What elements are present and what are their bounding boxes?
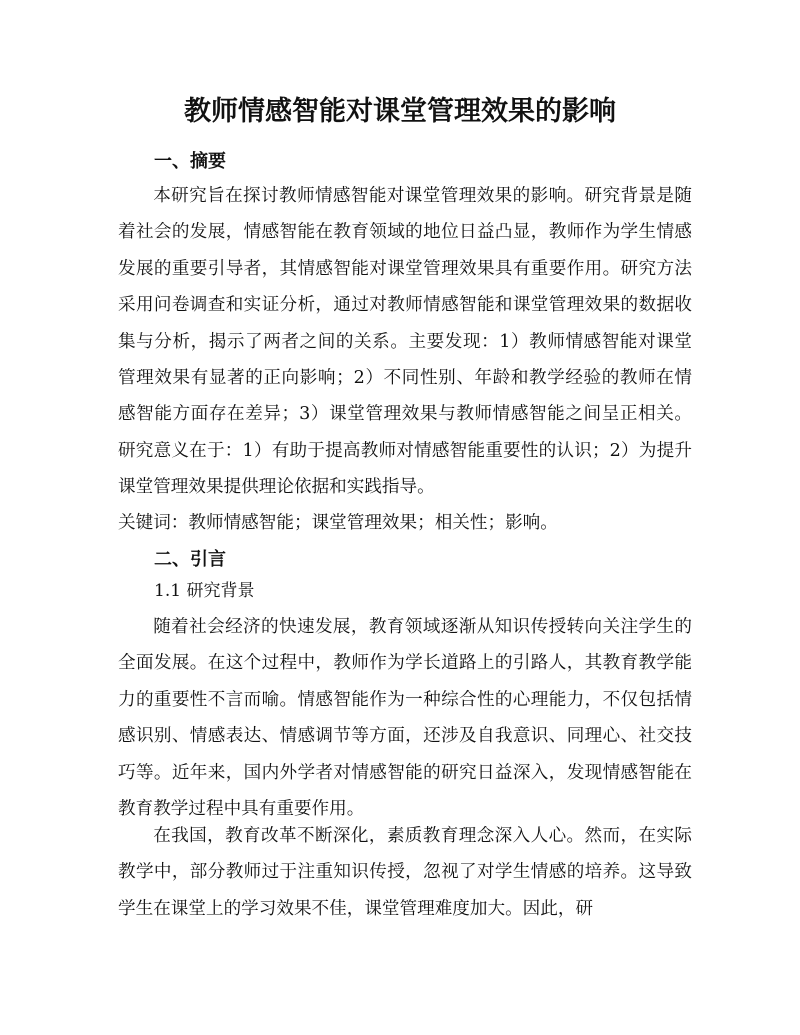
research-background-heading: 1.1 研究背景 [154,581,255,601]
page-title: 教师情感智能对课堂管理效果的影响 [184,96,616,127]
background-paragraph-2: 在我国，教育改革不断深化，素质教育理念深入人心。然而，在实际教学中，部分教师过于注重知识传授，忽视了对学生情感的培养。这导致学生在课堂上的学习效果不佳，课堂管理难度加大。因此，研 [118,826,692,919]
abstract-paragraph: 本研究旨在探讨教师情感智能对课堂管理效果的影响。研究背景是随着社会的发展，情感智能在教育领域的地位日益凸显，教师作为学生情感发展的重要引导者，其情感智能对课堂管理效果具有重要作用。研究方法采用问卷调查和实证分析，通过对教师情感智能和课堂管理效果的数据收集与分析，揭示了两者之间的关系。主要发现：1）教师情感智能对课堂管理效果有显著的正向影响；2）不同性别、年龄和教学经验的教师在情感智能方面存在差异；3）课堂管理效果与教师情感智能之间呈正相关。研究意义在于：1）有助于提高教师对情感智能重要性的认识；2）为提升课堂管理效果提供理论依据和实践指导。 [118,186,692,498]
abstract-heading: 一、摘要 [154,151,226,172]
introduction-heading: 二、引言 [154,549,226,570]
keywords-line: 关键词：教师情感智能；课堂管理效果；相关性；影响。 [118,513,558,533]
background-paragraph-1: 随着社会经济的快速发展，教育领域逐渐从知识传授转向关注学生的全面发展。在这个过程中，教师作为学长道路上的引路人，其教育教学能力的重要性不言而喻。情感智能作为一种综合性的心理能力，不仅包括情感识别、情感表达、情感调节等方面，还涉及自我意识、同理心、社交技巧等。近年来，国内外学者对情感智能的研究日益深入，发现情感智能在教育教学过程中具有重要作用。 [118,617,692,820]
